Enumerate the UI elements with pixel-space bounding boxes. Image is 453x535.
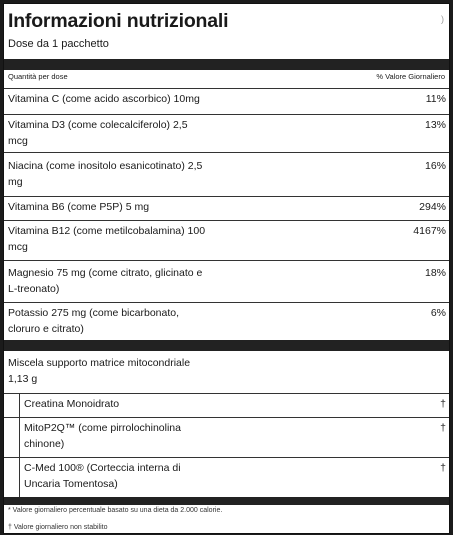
- thick-divider: [4, 497, 449, 505]
- nutrient-row: [4, 114, 449, 152]
- dv-header: % Valore Giornaliero: [376, 72, 445, 81]
- nutrient-dv: 4167%: [413, 225, 446, 237]
- blend-item-row: [4, 457, 449, 497]
- nutrient-name: Potassio 275 mg (come bicarbonato, cloruro e citrato): [8, 307, 180, 335]
- nutrient-name: Vitamina D3 (come colecalciferolo) 2,5 mcg: [8, 119, 188, 147]
- nutrient-dv: 294%: [419, 201, 446, 213]
- nutrient-row: [4, 260, 449, 302]
- footnote-dagger: † Valore giornaliero non stabilito: [8, 524, 108, 531]
- blend-item-row: [4, 393, 449, 417]
- nutrient-row: [4, 302, 449, 340]
- blend-item-dv: †: [440, 422, 446, 434]
- nutrient-name: Vitamina C (come acido ascorbico) 10mg: [8, 93, 200, 105]
- blend-row: [4, 351, 449, 393]
- serving-size: Dose da 1 pacchetto: [8, 38, 109, 50]
- footnote-dv: * Valore giornaliero percentuale basato su una dieta da 2.000 calorie.: [8, 507, 223, 514]
- nutrient-dv: 18%: [424, 267, 446, 279]
- blend-item-name: Creatina Monoidrato: [24, 398, 120, 410]
- thick-divider: [4, 59, 449, 70]
- nutrient-name: Vitamina B6 (come P5P) 5 mg: [8, 201, 150, 213]
- blend-item-name: MitoP2Q™ (come pirrolochinolina chinone): [24, 422, 181, 450]
- nutrient-dv: 11%: [425, 93, 446, 105]
- nutrient-name: Vitamina B12 (come metilcobalamina) 100 mcg: [8, 225, 206, 253]
- column-header: [8, 72, 445, 81]
- nutrient-dv: 6%: [430, 307, 446, 319]
- nutrient-row: [4, 152, 449, 196]
- blend-item-name: C-Med 100® (Corteccia interna di Uncaria Tomentosa): [24, 462, 181, 490]
- nutrient-row: [4, 220, 449, 260]
- nutrient-name: Magnesio 75 mg (come citrato, glicinato e L-treonato): [8, 267, 203, 295]
- panel-title: Informazioni nutrizionali: [8, 10, 229, 32]
- nutrition-facts-panel: [3, 3, 450, 534]
- quantity-header: Quantità per dose: [8, 72, 68, 81]
- nutrient-row: [4, 196, 449, 220]
- blend-name: Miscela supporto matrice mitocondriale 1,13 g: [8, 357, 191, 385]
- thick-divider: [4, 340, 449, 351]
- nutrient-name: Niacina (come inositolo esanicotinato) 2,5 mg: [8, 160, 203, 188]
- blend-item-row: [4, 417, 449, 457]
- nutrient-row: [4, 88, 449, 114]
- blend-item-dv: †: [440, 398, 446, 410]
- close-icon: ): [441, 14, 444, 24]
- blend-item-dv: †: [440, 462, 446, 474]
- nutrient-dv: 16%: [424, 160, 446, 172]
- nutrient-dv: 13%: [424, 119, 446, 131]
